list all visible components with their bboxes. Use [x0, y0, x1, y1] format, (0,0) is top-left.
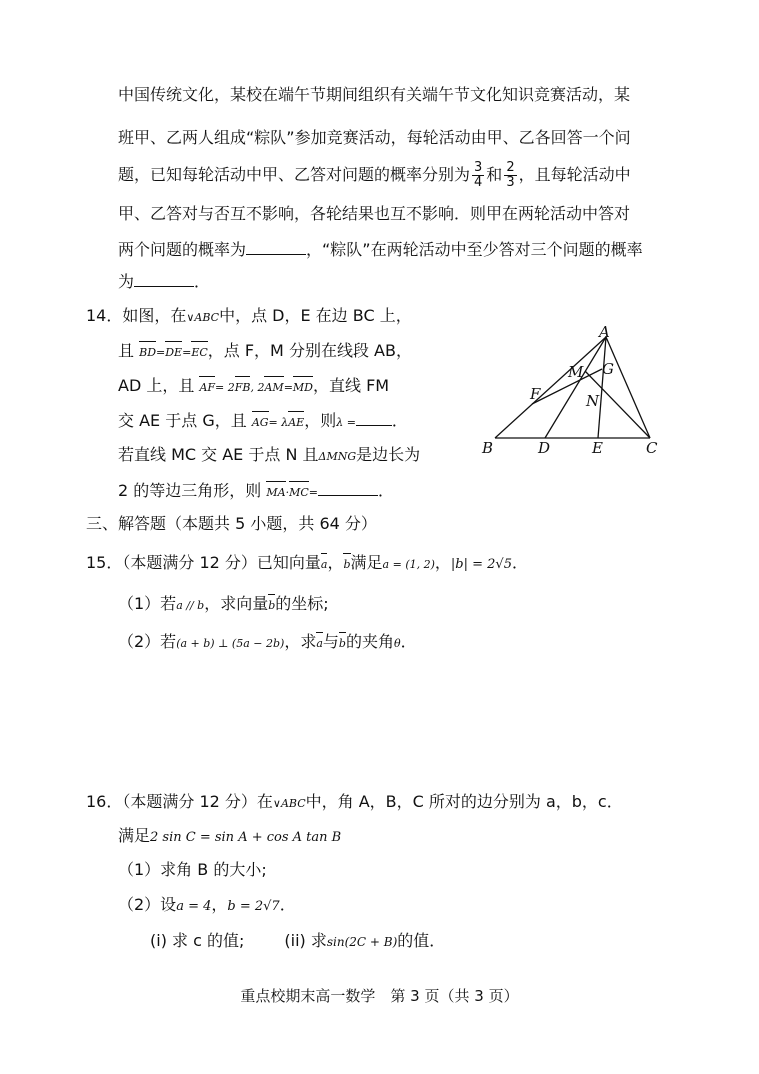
q14-l4-b: ，则: [304, 411, 337, 430]
comma: ，: [211, 895, 228, 914]
q13-line3-text-a: 题，已知每轮活动中甲、乙答对问题的概率分别为: [118, 165, 471, 184]
q14-line2: [118, 340, 412, 364]
q14-l4-end: ．: [391, 411, 408, 430]
q13-line5: [118, 239, 643, 261]
segment-ae: [598, 337, 606, 438]
q16-line1: [86, 791, 623, 815]
label-a: A: [599, 325, 610, 341]
vector-b: b: [268, 593, 275, 617]
vector-ec: EC: [191, 340, 207, 364]
q13-line6: [118, 271, 210, 293]
theta: θ: [393, 637, 401, 650]
q14-line5: [118, 444, 420, 468]
q13-line6-text-a: 为: [118, 272, 135, 291]
eq: =: [156, 346, 166, 359]
frac1-num: 3: [474, 160, 483, 175]
frac2-den: 3: [506, 175, 515, 190]
q14-line6: [118, 480, 394, 504]
q13-line1: 中国传统文化，某校在端午节期间组织有关端午节文化知识竞赛活动，某: [118, 85, 631, 104]
section-3-heading: 三、解答题（本题共 5 小题，共 64 分）: [86, 514, 377, 533]
q14-l5-a: 若直线 MC 交 AE 于点 N 且: [118, 445, 319, 464]
answer-blank-lambda[interactable]: [356, 411, 392, 426]
q15-part2: [118, 631, 417, 655]
vector-ma: MA: [266, 480, 285, 504]
side-ab: [495, 337, 606, 438]
label-f: F: [530, 385, 541, 403]
q14-line4: [118, 410, 408, 434]
frac1-den: 4: [474, 175, 483, 190]
fraction-three-quarters: [472, 161, 484, 190]
q15-p2-d: 的夹角: [345, 632, 394, 651]
q15-l1-b: 满足: [350, 553, 383, 572]
comma: ，: [327, 553, 344, 572]
q15-part1: [118, 593, 329, 617]
q14-line1: [86, 305, 412, 329]
condition-b-magnitude: |b| = 2√5: [450, 557, 512, 572]
q13-line6-end: ．: [194, 272, 211, 291]
trig-condition: 2 sin C = sin A + cos A tan B: [150, 830, 342, 845]
answer-blank-1[interactable]: [246, 240, 306, 255]
q16-sub-ii: (ii) 求: [284, 931, 327, 950]
q13-line3-text-c: ，且每轮活动中: [518, 165, 631, 184]
q14-l5-b: 是边长为: [356, 445, 421, 464]
label-n: N: [586, 392, 600, 410]
given-b: b = 2√7: [227, 899, 280, 914]
vector-fb: FB: [235, 375, 251, 399]
q13-line5-text-a: 两个问题的概率为: [118, 240, 247, 259]
op: = λ: [268, 416, 289, 429]
triangle-abc: ∨ABC: [272, 797, 306, 810]
q14-l2-a: 且: [118, 341, 135, 360]
q16-p2-a: （2）设: [118, 895, 177, 914]
frac2-num: 2: [506, 160, 515, 175]
q15-l1-a: 15．（本题满分 12 分）已知向量: [86, 553, 321, 572]
q14-l6-end: ．: [378, 481, 395, 500]
given-a: a = 4: [176, 899, 212, 914]
label-e: E: [592, 439, 603, 457]
label-b: B: [482, 439, 494, 457]
label-m: M: [568, 363, 584, 381]
vector-af: AF: [199, 375, 215, 399]
condition-a: a = (1, 2): [382, 558, 435, 571]
triangle-abc: ∨ABC: [186, 311, 220, 324]
fraction-two-thirds: [504, 161, 516, 190]
q16-line2: [118, 825, 341, 849]
q16-l2-a: 满足: [118, 826, 151, 845]
q15-line1: 15．（本题满分 12 分）已知向量a，b满足a = (1, 2)，|b| = 2√5．: [86, 552, 528, 576]
q14-l3-b: ，直线 FM: [313, 376, 390, 395]
q13-line5-text-b: ，“粽队”在两轮活动中至少答对三个问题的概率: [306, 240, 643, 259]
q16-p2-end: ．: [279, 895, 296, 914]
q15-p2-a: （2）若: [118, 632, 177, 651]
q14-l2-b: ，点 F，M 分别在线段 AB，: [207, 341, 412, 360]
sin-expression: sin(2C + B): [326, 935, 398, 949]
dot: ·: [285, 486, 290, 499]
segment-ad: [545, 337, 606, 438]
q14-l3-a: AD 上，且: [118, 376, 195, 395]
q14-line1-text: 中，点 D，E 在边 BC 上，: [219, 306, 412, 325]
parallel-condition: a // b: [176, 599, 205, 612]
q14-l4-a: 交 AE 于点 G，且: [118, 411, 247, 430]
op: = 2: [215, 381, 235, 394]
q15-p2-c: 与: [322, 632, 339, 651]
q16-part1: （1）求角 B 的大小;: [118, 860, 267, 879]
q13-line4: 甲、乙答对与否互不影响，各轮结果也互不影响．则甲在两轮活动中答对: [118, 204, 631, 223]
page-footer: 重点校期末高一数学 第 3 页（共 3 页）: [240, 987, 519, 1005]
vector-mc: MC: [289, 480, 309, 504]
answer-blank-2[interactable]: [134, 272, 194, 287]
q16-sub-i: (i) 求 c 的值;: [150, 931, 245, 950]
vector-a: a: [316, 631, 323, 655]
op: =: [283, 381, 293, 394]
vector-de: DE: [165, 340, 182, 364]
q14-number: 14．如图，在: [86, 306, 187, 325]
triangle-mng: ΔMNG: [318, 450, 357, 463]
q15-p2-end: ．: [400, 632, 417, 651]
eq: =: [182, 346, 192, 359]
q15-p1-a: （1）若: [118, 594, 177, 613]
vector-b: b: [343, 552, 350, 576]
q16-subparts: [150, 930, 445, 953]
vector-b: b: [339, 631, 346, 655]
side-ac: [606, 337, 650, 438]
answer-blank-dot[interactable]: [318, 481, 378, 496]
q15-p2-b: ，求: [284, 632, 317, 651]
perpendicular-condition: (a + b) ⊥ (5a − 2b): [176, 637, 285, 650]
vector-am: AM: [264, 375, 283, 399]
label-d: D: [538, 439, 551, 457]
q14-line3: [118, 375, 389, 399]
q13-line2: 班甲、乙两人组成“粽队”参加竞赛活动，每轮活动由甲、乙各回答一个问: [118, 128, 631, 147]
eq: =: [308, 486, 318, 499]
q15-p1-c: 的坐标;: [275, 594, 329, 613]
label-c: C: [646, 439, 658, 457]
q15-l1-end: ．: [511, 553, 528, 572]
q16-part2: [118, 894, 296, 918]
q14-l6-a: 2 的等边三角形，则: [118, 481, 262, 500]
vector-ag: AG: [252, 410, 269, 434]
q13-and: 和: [486, 165, 503, 184]
triangle-figure: [478, 325, 678, 460]
q16-l1-a: 16．（本题满分 12 分）在: [86, 792, 273, 811]
vector-ae: AE: [288, 410, 304, 434]
op: , 2: [250, 381, 265, 394]
q16-sub-ii-end: 的值．: [397, 931, 446, 950]
vector-bd: BD: [139, 340, 156, 364]
vector-a: a: [321, 552, 328, 576]
vector-md: MD: [293, 375, 313, 399]
q13-line3: [118, 160, 631, 190]
label-g: G: [602, 360, 614, 378]
q16-l1-b: 中，角 A，B，C 所对的边分别为 a，b，c．: [305, 792, 623, 811]
q15-p1-b: ，求向量: [204, 594, 269, 613]
lambda-eq: λ =: [336, 416, 356, 429]
